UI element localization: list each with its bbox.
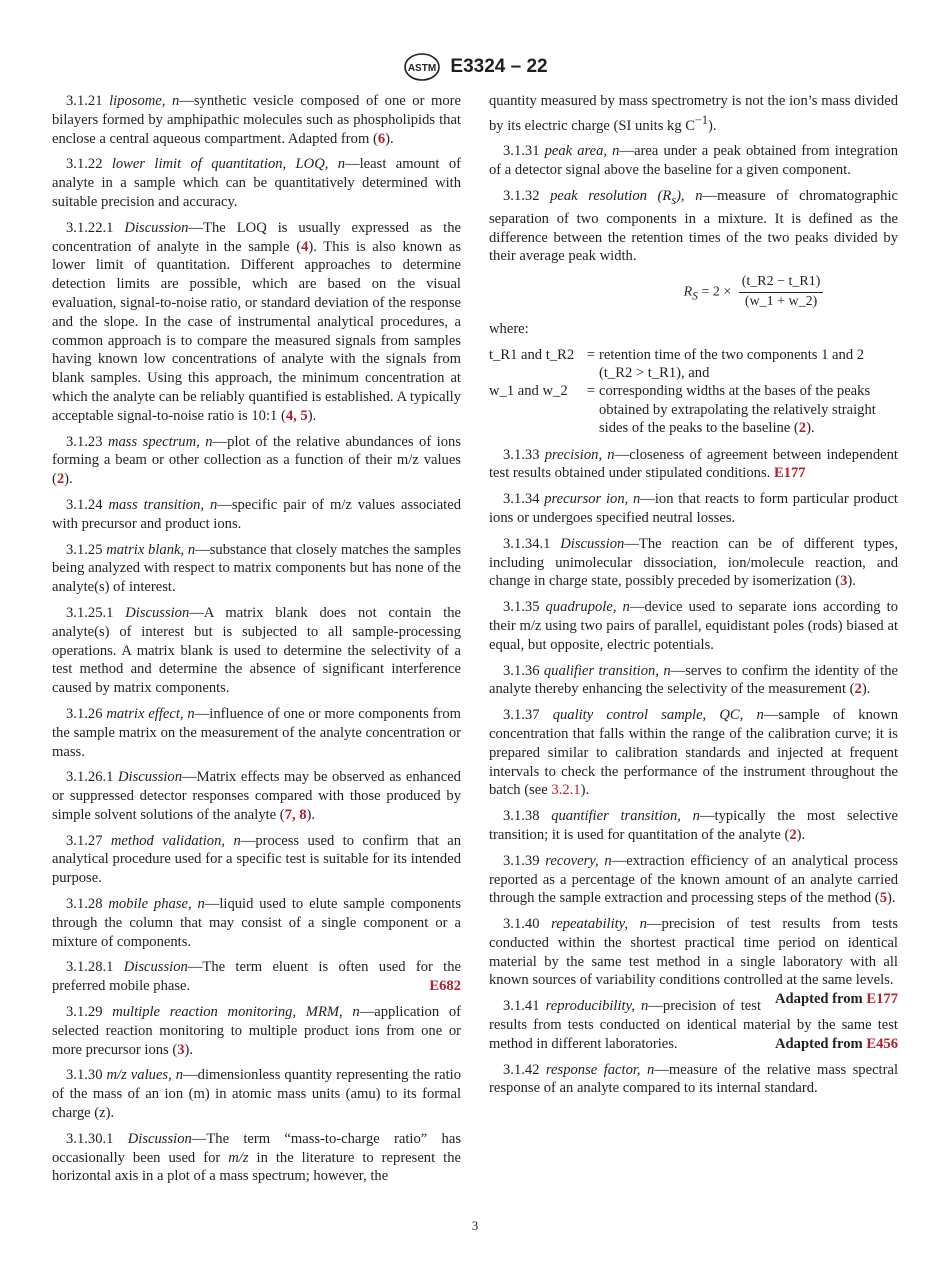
definition-3-1-28: 3.1.28 mobile phase, n—liquid used to elute sample components through the column that may consist of a single component or a mixture of components. (52, 896, 461, 950)
reference-link[interactable]: 2 (854, 681, 862, 698)
equals-sign: = (586, 346, 596, 363)
symbol-definition: retention time of the two components 1 and 2 (t_R2 > t_R1), and (599, 346, 865, 381)
resolution-equation: $R_S = 2$ × $\frac{(t\_R2 - t\_R1)}{(w\_1 + w\_2)}$ (609, 273, 898, 312)
reference-link[interactable]: 4 (301, 238, 309, 255)
definition-3-1-24: 3.1.24 mass transition, n—specific pair of m/z values associated with precursor and product ions. (52, 496, 462, 532)
definition-3-1-41: 3.1.41 reproducibility, n—precision of test results from tests conducted on identical material by the same test method in different laboratories. Adapted from E456 (489, 998, 898, 1052)
reference-link[interactable]: 3 (840, 573, 848, 590)
definition-3-1-21: 3.1.21 liposome, n—synthetic vesicle composed of one or more bilayers formed by amphipathic molecules such as phospholipids that enclose a central aqueous compartment. Adapted from (6). (52, 93, 462, 147)
definition-3-1-31: 3.1.31 peak area, n—area under a peak obtained from integration of a detector signal above the baseline for a given component. (489, 143, 898, 179)
reference-link[interactable]: 2 (798, 420, 807, 437)
discussion-3-1-26-1: 3.1.26.1 Discussion—Matrix effects may be observed as enhanced or suppressed detector responses compared with those produced by simple solvent solutions of the analyte (7, 8). (52, 769, 461, 823)
standard-reference-link[interactable]: E177 (866, 991, 898, 1008)
standard-reference-link[interactable]: E682 (429, 978, 461, 995)
definition-3-1-35: 3.1.35 quadrupole, n—device used to separate ions according to their m/z using two pairs of parallel, equidistant poles (rods) biased at equal, but opposite, electric potentials. (489, 599, 898, 653)
definition-3-1-25: 3.1.25 matrix blank, n—substance that closely matches the samples being analyzed with respect to matrix components but has none of the analyte(s) of interest. (52, 541, 461, 596)
page-number: 3 (471, 1218, 479, 1233)
definition-3-1-22: 3.1.22 lower limit of quantitation, LOQ, n—least amount of analyte in a sample which can be quantitatively determined with suitable precision and accuracy. (52, 156, 461, 210)
definition-3-1-36: 3.1.36 qualifier transition, n—serves to confirm the identity of the analyte thereby enhancing the selectivity of the measurement (2). (489, 662, 898, 698)
definition-3-1-39: 3.1.39 recovery, n—extraction efficiency of an analytical process reported as a percentage of the known amount of an analyte carried through the sample extraction and processing steps of the method (5). (489, 852, 898, 907)
definition-3-1-40: 3.1.40 repeatability, n—precision of test results from tests conducted within the shortest practical time period on identical material by the same test method in a single laboratory with all known sources of variability conditions controlled at the same levels. Adapted from E177 (489, 916, 899, 1008)
definition-3-1-26: 3.1.26 matrix effect, n—influence of one or more components from the sample matrix on the measurement of the analyte concentration or mass. (52, 705, 461, 760)
discussion-3-1-30-1: 3.1.30.1 Discussion—The term “mass-to-charge ratio” has occasionally been used for m/z in the literature to represent the horizontal axis in a plot of a mass spectrum; however, the (52, 1130, 461, 1185)
astm-logo-icon (402, 52, 442, 82)
equals-sign: = (586, 383, 596, 400)
where-label: where: (489, 320, 529, 337)
reference-link[interactable]: 2 (56, 471, 65, 488)
definition-3-1-27: 3.1.27 method validation, n—process used to confirm that an analytical procedure used for a specific test is suitable for its intended purpose. (52, 832, 462, 887)
symbol: w_1 and w_2 (489, 383, 568, 400)
definition-3-1-29: 3.1.29 multiple reaction monitoring, MRM, n—application of selected reaction monitoring to multiple product ions from one or more precursor ions (3). (52, 1004, 461, 1058)
definition-3-1-34: 3.1.34 precursor ion, n—ion that reacts to form particular product ions or undergoes specified neutral losses. (489, 491, 898, 526)
right-column (489, 92, 898, 1105)
definition-3-1-23: 3.1.23 mass spectrum, n—plot of the relative abundances of ions forming a beam or other collection as a function of their m/z values (2). (52, 433, 461, 488)
definition-3-1-38: 3.1.38 quantifier transition, n—typically the most selective transition; it is used for quantitation of the analyte (2). (489, 808, 898, 843)
discussion-3-1-34-1: 3.1.34.1 Discussion—The reaction can be of different types, including unimolecular dissociation, ion/molecule reaction, and change in charge state, possibly preceded by isomerization (3). (489, 535, 899, 590)
definition-3-1-37: 3.1.37 quality control sample, QC, n—sample of known concentration that falls within the range of the calibration curve; it is prepared similar to calibration standards and injected at frequent intervals to check the performance of the instrument throughout the batch (see 3.2.1). (489, 707, 899, 799)
equation-numerator: (t_R2 − t_R1) (739, 273, 824, 293)
symbol: t_R1 and t_R2 (489, 346, 575, 363)
reference-link[interactable]: 2 (789, 826, 797, 843)
symbol-row (489, 346, 898, 383)
definition-3-1-42: 3.1.42 response factor, n—measure of the relative mass spectral response of an analyte compared to its internal standard. (489, 1061, 899, 1097)
discussion-3-1-28-1: 3.1.28.1 Discussion—The term eluent is often used for the preferred mobile phase. E682 (52, 959, 461, 995)
document-designation: E3324 – 22 (450, 56, 548, 77)
definition-3-1-33: 3.1.33 precision, n—closeness of agreement between independent test results obtained under stipulated conditions. E177 (489, 446, 898, 482)
astm-logo-text: ASTM (408, 63, 437, 74)
left-column (52, 92, 461, 1193)
reference-link[interactable]: 4, 5 (285, 407, 308, 424)
standard-reference-link[interactable]: E456 (866, 1035, 898, 1052)
discussion-continuation: quantity measured by mass spectrometry is not the ion’s mass divided by its electric charge (SI units kg $C^{-1}$). (489, 93, 898, 134)
symbol-row (489, 382, 898, 437)
reference-link[interactable]: 3 (177, 1041, 185, 1058)
section-link[interactable]: 3.2.1 (551, 782, 581, 799)
standard-reference-link[interactable]: E177 (773, 465, 806, 482)
symbol-definitions (489, 346, 898, 438)
definition-3-1-30: 3.1.30 m/z values, n—dimensionless quantity representing the ratio of the mass of an ion (m) in atomic mass units (amu) to its formal charge (z). (52, 1067, 461, 1122)
discussion-3-1-25-1: 3.1.25.1 Discussion—A matrix blank does not contain the analyte(s) of interest but is subjected to all sample-processing operations. A matrix blank is used to determine the selectivity of a test method and determine the absence of significant interference caused by matrix components. (52, 604, 461, 697)
symbol-definition: corresponding widths at the bases of the peaks obtained by extrapolating the relatively straight sides of the peaks to the baseline (2). (599, 383, 876, 437)
discussion-3-1-22-1: 3.1.22.1 Discussion—The LOQ is usually expressed as the concentration of analyte in the sample (4). This is also known as lower limit of quantitation. Different approaches to determine detection limits are possible, which are based on the visual evaluation, signal-to-noise ratio, or standard deviation of the response and the slope. In the case of instrumental analytical procedures, a common approach is to compare the measured signals from samples having known low concentrations of analyte with the signals from blank samples. Using this approach, the minimum concentration at which the analyte can be reliably quantified is established. A typically acceptable signal-to-noise ratio is 10:1 (4, 5). (52, 219, 462, 424)
reference-link[interactable]: 7, 8 (284, 806, 307, 823)
equation-denominator: (w_1 + w_2) (744, 293, 818, 309)
reference-link[interactable]: 6 (377, 130, 386, 147)
reference-link[interactable]: 5 (879, 890, 887, 907)
definition-3-1-32: 3.1.32 peak resolution $(R_s)$, n—measure of chromatographic separation of two components in a mixture. It is defined as the difference between the retention times of the two peaks divided by their average peak width. (489, 188, 898, 265)
page-header (0, 52, 950, 82)
